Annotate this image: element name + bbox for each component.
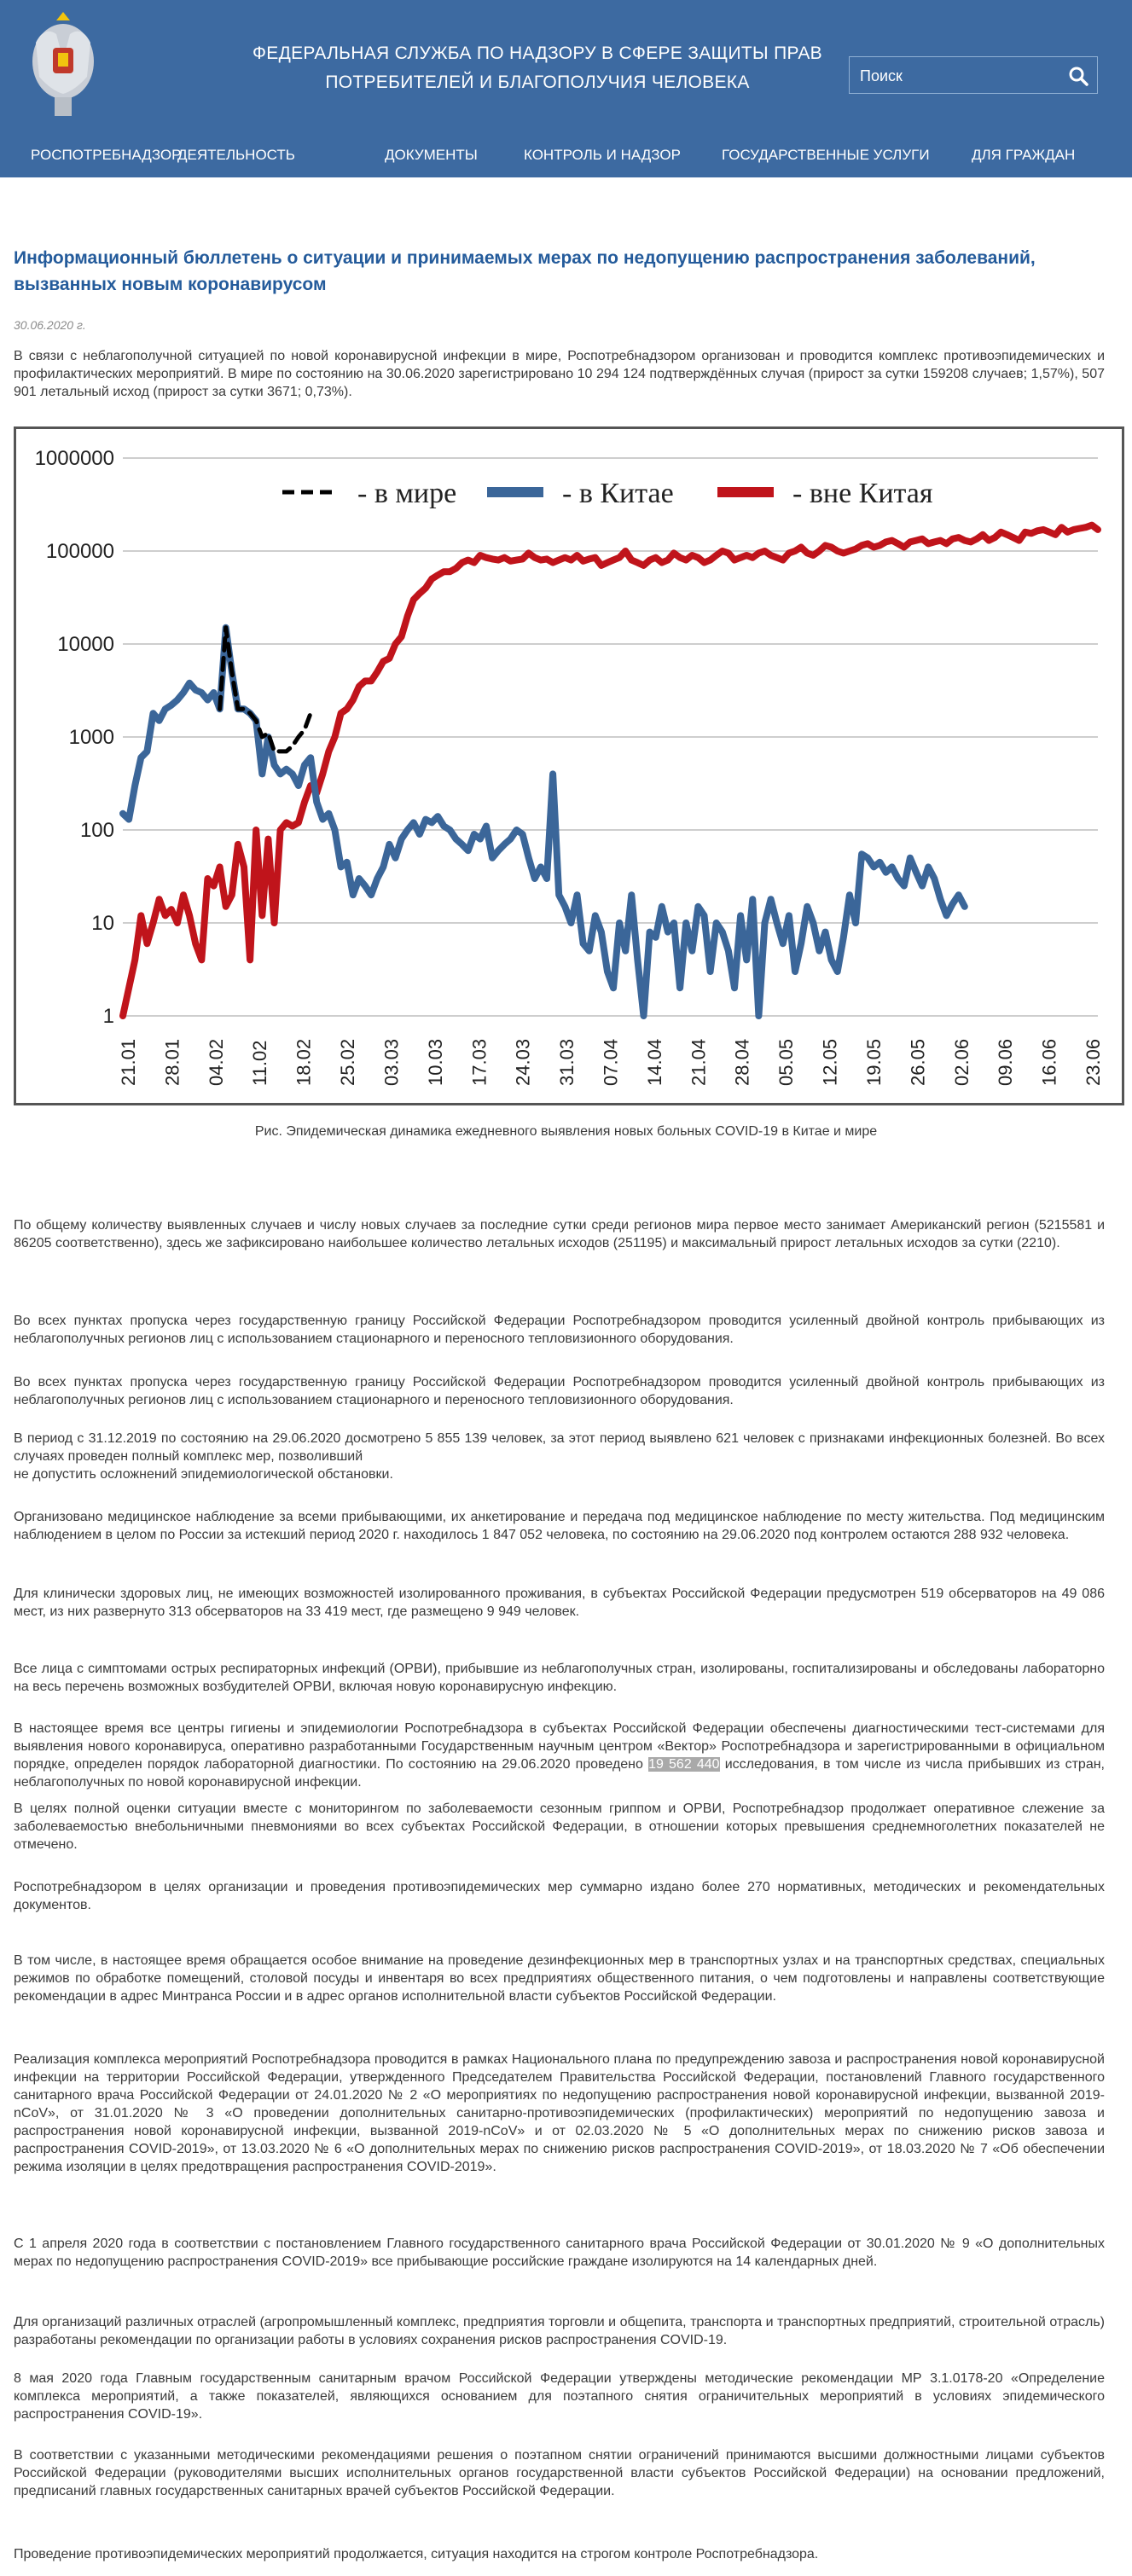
x-tick-label: 19.05 [862,1038,885,1086]
site-header [0,0,1132,177]
nav-item-activity[interactable]: ДЕЯТЕЛЬНОСТЬ [177,147,295,163]
x-tick-label: 24.03 [512,1038,534,1086]
paragraph-2: Во всех пунктах пропуска через государственную границу Российской Федерации Роспотребнадзором проводится усиленный двойной контроль прибывающих из неблагополучных регионов лиц с использованием стационарного и переносного тепловизионного оборудования. [14,1314,1105,1346]
x-tick-label: 09.06 [995,1038,1017,1086]
tests-count-highlight: 19 562 440 [648,1757,720,1772]
site-title-line-1: ФЕДЕРАЛЬНАЯ СЛУЖБА ПО НАДЗОРУ В СФЕРЕ ЗАЩИТЫ ПРАВ [253,44,822,63]
y-tick-label: 10000 [57,633,114,656]
paragraph-8: Все лица с симптомами острых респираторных инфекций (ОРВИ), прибывшие из неблагополучных стран, изолированы, госпитализированы и обследованы лабораторно на весь перечень возможных возбудителей ОРВИ, включая новую коронавирусную инфекцию. [14,1662,1105,1694]
x-tick-label: 02.06 [950,1038,972,1086]
x-tick-label: 18.02 [293,1038,315,1086]
paragraph-3: Во всех пунктах пропуска через государственную границу Российской Федерации Роспотребнадзором проводится усиленный двойной контроль прибывающих из неблагополучных регионов лиц с использованием стационарного и переносного тепловизионного оборудования. [14,1375,1105,1407]
paragraph-4: В период с 31.12.2019 по состоянию на 29.06.2020 досмотрено 5 855 139 человек, за этот период выявлено 621 человек с признаками инфекционных болезней. Во всех случаях проведен полный комплекс мер, позволивший [14,1431,1105,1464]
x-tick-label: 21.01 [118,1038,139,1086]
y-tick-label: 100 [79,819,114,842]
x-tick-label: 12.05 [819,1038,841,1086]
paragraph-10: Роспотребнадзором в целях организации и проведения противоэпидемических мер суммарно издано более 270 нормативных, методических и рекомендательных документов. [14,1880,1105,1912]
paragraph-14: Для организаций различных отраслей (агропромышленный комплекс, предприятия торговли и общепита, транспорта и транспортных предприятий, строительной отрасль) разработаны рекомендации по организации работы в условиях сохранения рисков распространения COVID-19. [14,2315,1105,2347]
x-tick-label: 11.02 [249,1040,271,1086]
x-tick-label: 04.02 [205,1038,227,1086]
nav-item-citizens[interactable]: ДЛЯ ГРАЖДАН [972,147,1076,163]
x-tick-label: 25.02 [337,1038,359,1086]
paragraph-6: Организовано медицинское наблюдение за всеми прибывающими, их анкетирование и передача под медицинское наблюдение по месту жительства. Под медицинским наблюдением в целом по России за истекший период 2020 г. находилось 1 847 052 человека, по состоянию на 29.06.2020 под контролем остаются 288 932 человека. [14,1510,1105,1542]
x-tick-label: 31.03 [556,1038,578,1086]
x-tick-label: 28.01 [161,1038,183,1086]
y-tick-label: 10 [91,912,114,935]
y-tick-label: 100000 [45,540,114,563]
paragraph-13: С 1 апреля 2020 года в соответствии с постановлением Главного государственного санитарного врача Российской Федерации от 30.01.2020 № 9 «О дополнительных мерах по недопущению распространения COVID-2019» все прибывающие российские граждане изолируются на 14 календарных дней. [14,2237,1105,2269]
series-line [123,525,1098,1016]
x-tick-label: 14.04 [643,1038,665,1086]
paragraph-9: В целях полной оценки ситуации вместе с мониторингом по заболеваемости сезонным гриппом и ОРВИ, Роспотребнадзор продолжает оперативное слежение за заболеваемостью внебольничными пневмониями во всех субъектах Российской Федерации, в отношении которых превышения среднемноголетних показателей не отмечено. [14,1801,1105,1852]
search-box [849,56,1098,94]
paragraph-16: В соответствии с указанными методическими рекомендациями решения о поэтапном снятии ограничений принимаются высшими должностными лицами субъектов Российской Федерации (руководителями высших исполнительных органов государственной власти субъектов Российской Федерации) на основании предложений, предписаний главных государственных санитарных врачей субъектов Российской Федерации. [14,2448,1105,2498]
x-tick-label: 07.04 [600,1038,622,1086]
nav-item-services[interactable]: ГОСУДАРСТВЕННЫЕ УСЛУГИ [722,147,930,163]
paragraph-1: По общему количеству выявленных случаев и числу новых случаев за последние сутки среди регионов мира первое место занимает Американский регион (5215581 и 86205 соответственно), здесь же зафиксировано наибольшее количество летальных исходов (251195) и максимальный прирост летальных исходов за сутки (2210). [14,1218,1105,1250]
x-tick-label: 23.06 [1083,1038,1104,1086]
paragraph-7: Для клинически здоровых лиц, не имеющих возможностей изолированного проживания, в субъектах Российской Федерации предусмотрен 519 обсерваторов на 49 086 мест, из них развернуто 313 обсерваторов на 33 419 мест, где размещено 9 949 человек. [14,1587,1105,1619]
search-icon[interactable] [1066,64,1090,88]
epidemic-chart [14,426,1124,1105]
paragraph-15: 8 мая 2020 года Главным государственным санитарным врачом Российской Федерации утверждены методические рекомендации МР 3.1.0178-20 «Определение комплекса мероприятий, а также показателей, являющихся основанием для поэтапного снятия ограничительных мероприятий в условиях эпидемического распространения COVID-19». [14,2371,1105,2422]
paragraph-17: Проведение противоэпидемических мероприятий продолжается, ситуация находится на строгом контроле Роспотребнадзора. [14,2547,819,2561]
x-tick-label: 10.03 [424,1038,446,1086]
x-tick-label: 05.05 [775,1038,798,1086]
paragraph-5: не допустить осложнений эпидемиологической обстановки. [14,1467,393,1482]
x-tick-label: 21.04 [688,1038,710,1086]
legend-label: - в Китае [562,478,674,509]
intro-paragraph: В связи с неблагополучной ситуацией по новой коронавирусной инфекции в мире, Роспотребнадзором организован и проводится комплекс противоэпидемических и профилактических мероприятий. В мире по состоянию на 30.06.2020 зарегистрировано 10 294 124 подтверждённых случая (прирост за сутки 159208 случаев; 1,57%), 507 901 летальный исход (прирост за сутки 3671; 0,73%). [14,349,1105,399]
site-title [230,39,845,97]
paragraph-11: В том числе, в настоящее время обращается особое внимание на проведение дезинфекционных мер в транспортных узлах и на транспортных средствах, специальных режимов по обработке помещений, столовой посуды и инвентаря во всех предприятиях общественного питания, о чем подготовлены и направлены соответствующие рекомендации в адрес Минтранса России и в адрес органов исполнительной власти субъектов Российской Федерации. [14,1953,1105,2004]
site-title-line-2: ПОТРЕБИТЕЛЕЙ И БЛАГОПОЛУЧИЯ ЧЕЛОВЕКА [325,73,750,92]
paragraph-12: Реализация комплекса мероприятий Роспотребнадзора проводится в рамках Национального плана по предупреждению завоза и распространения новой коронавирусной инфекции на территории Российской Федерации, утвержденного Председателем Правительства Российской Федерации, постановлений Главного государственного санитарного врача Российской Федерации от 24.01.2020 № 2 «О мероприятиях по недопущению распространения новой коронавирусной инфекции, вызванной 2019-nCoV», от 31.01.2020 № 3 «О проведении дополнительных санитарно-противоэпидемических (профилактических) мероприятий по недопущению завоза и распространения новой коронавирусной инфекции, вызванной 2019-nCoV» и от 02.03.2020 № 5 «О дополнительных мерах по снижению рисков завоза и распространения COVID-2019», от 13.03.2020 № 6 «О дополнительных мерах по снижению рисков распространения COVID-2019», от 18.03.2020 № 7 «Об обеспечении режима изоляции в целях предотвращения распространения COVID-2019». [14,2052,1105,2174]
lab-text-before: В настоящее время все центры гигиены и эпидемиологии Роспотребнадзора в субъектах Российской Федерации обеспечены диагностическими тест-системами для выявления нового коронавируса, оперативно разработанными Государственным научным центром «Вектор» Роспотребнадзора и зарегистрированными в официальном порядке, определен порядок лабораторной диагностики. По состоянию на 29.06.2020 проведено [14,1721,1105,1772]
legend-label: - в мире [357,478,457,509]
article-title: Информационный бюллетень о ситуации и принимаемых мерах по недопущению распространения заболеваний, вызванных новым коронавирусом [14,248,1036,294]
x-tick-label: 03.03 [380,1038,403,1086]
lab-paragraph [14,1720,1105,1791]
y-tick-label: 1000000 [34,447,114,470]
x-tick-label: 16.06 [1038,1038,1060,1086]
y-tick-label: 1000 [68,726,114,749]
lab-text-after: исследования, в том числе из числа прибывших из стран, неблагополучных по новой коронавирусной инфекции. [14,1757,1106,1790]
nav-item-documents[interactable]: ДОКУМЕНТЫ [385,147,478,163]
main-nav [0,147,1132,167]
article-date: 30.06.2020 г. [14,318,86,332]
legend-label: - вне Китая [792,478,933,509]
y-tick-label: 1 [102,1005,114,1028]
x-tick-label: 26.05 [907,1038,929,1086]
nav-item-control[interactable]: КОНТРОЛЬ И НАДЗОР [524,147,681,163]
series-line [220,628,311,751]
search-input[interactable] [858,64,1058,88]
coat-of-arms-icon[interactable] [27,9,99,128]
chart-caption: Рис. Эпидемическая динамика ежедневного выявления новых больных COVID-19 в Китае и мире [254,1124,878,1139]
nav-item-rospotrebnadzor[interactable]: РОСПОТРЕБНАДЗОР [31,147,182,163]
x-tick-label: 17.03 [468,1038,491,1086]
chart-svg [16,429,1122,1103]
x-tick-label: 28.04 [731,1038,753,1086]
